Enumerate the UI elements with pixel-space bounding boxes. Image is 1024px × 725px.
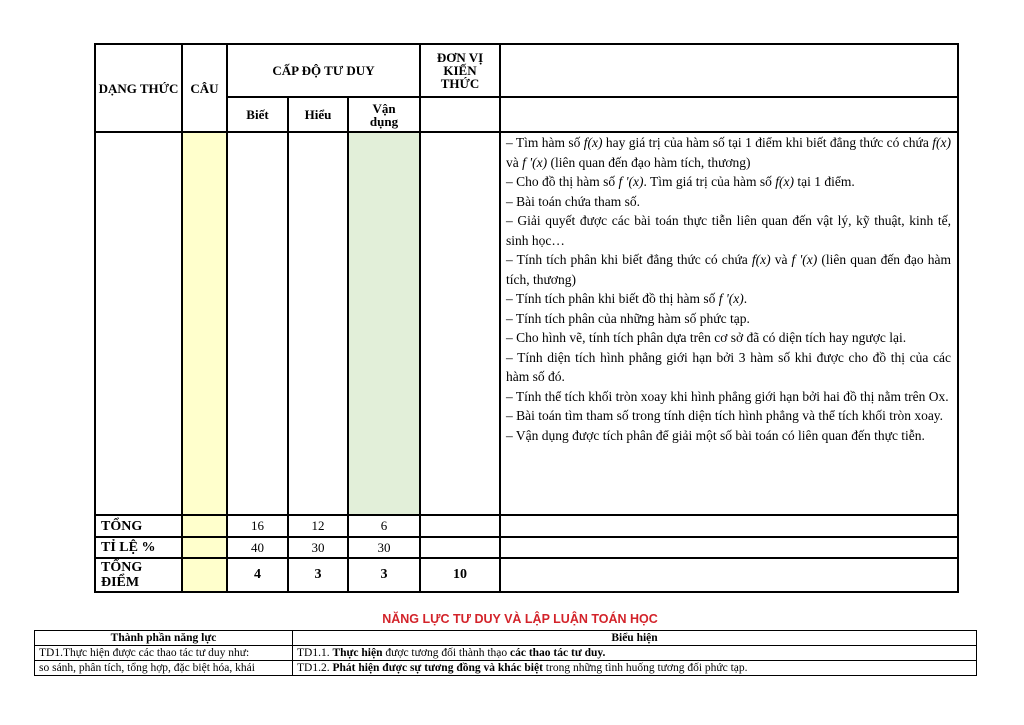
line-text: – Cho hình vẽ, tính tích phân dựa trên cơ sở đã có diện tích hay ngược lại. — [506, 330, 907, 345]
tong-biet: 16 — [227, 515, 288, 537]
tong-blank — [500, 515, 958, 537]
diem-cau — [182, 558, 227, 592]
line-text: – Tìm hàm số — [506, 135, 584, 150]
tile-biet: 40 — [227, 537, 288, 558]
hieu-cell — [288, 132, 348, 515]
dang-thuc-cell — [95, 132, 182, 515]
tile-blank — [500, 537, 958, 558]
line-text: – Cho đồ thị hàm số — [506, 174, 619, 189]
line-text: hay giá trị của hàm số tại 1 điểm khi biết đẳng thức có chứa — [602, 135, 933, 150]
line-text: – Giải quyết được các bài toán thực tiễn liên quan đến vật lý, kỹ thuật, kinh tế, sinh học… — [506, 213, 951, 248]
description-line — [506, 309, 951, 329]
tong-cau — [182, 515, 227, 537]
plain-text: trong những tình huống tương đối phức tạp. — [542, 662, 748, 674]
math-expr: f '(x) — [618, 174, 644, 189]
line-text: – Vận dụng được tích phân để giải một số bài toán có liên quan đến thực tiễn. — [506, 427, 925, 443]
line-text: – Tính tích phân của những hàm số phức tạp. — [506, 310, 750, 326]
description-line — [506, 406, 951, 426]
description-line — [506, 211, 951, 250]
line-text: tại 1 điểm. — [793, 174, 855, 189]
competency-row-2: so sánh, phân tích, tổng hợp, đặc biệt hóa, khái — [35, 661, 293, 676]
tong-don-vi — [420, 515, 500, 537]
math-expr: f(x) — [583, 135, 603, 150]
biet-cell — [227, 132, 288, 515]
diem-label: TỔNG ĐIỂM — [95, 558, 182, 592]
math-expr: f(x) — [775, 174, 794, 189]
plain-text: TD1.1. — [297, 647, 333, 659]
line-text: (liên quan đến đạo hàm tích, thương) — [506, 252, 952, 287]
expression-row-1 — [293, 646, 977, 661]
tile-don-vi — [420, 537, 500, 558]
expression-col-header: Biểu hiện — [293, 631, 977, 646]
line-text: (liên quan đến đạo hàm tích, thương) — [547, 154, 751, 170]
line-text: – Bài toán chứa tham số. — [506, 193, 641, 209]
van-dung-cell — [348, 132, 420, 515]
diem-van-dung: 3 — [348, 558, 420, 592]
competency-row-1: TD1.Thực hiện được các thao tác tư duy như: — [35, 646, 293, 661]
header-blank-2 — [420, 97, 500, 132]
line-text: . Tìm giá trị của hàm số — [643, 174, 776, 189]
description-line — [506, 328, 951, 348]
plain-text: TD1.2. — [297, 662, 333, 674]
diem-biet: 4 — [227, 558, 288, 592]
header-van-dung: Vận dụng — [348, 97, 420, 132]
line-text: – Tính diện tích hình phẳng giới hạn bởi 3 hàm số khi được cho đồ thị của các hàm số đó. — [506, 349, 951, 384]
competency-col-header: Thành phần năng lực — [35, 631, 293, 646]
line-text: – Tính tích phân khi biết đồ thị hàm số — [506, 291, 719, 306]
diem-blank — [500, 558, 958, 592]
description-line — [506, 348, 951, 387]
tile-label: TỈ LỆ % — [95, 537, 182, 558]
tong-label: TỔNG — [95, 515, 182, 537]
diem-hieu: 3 — [288, 558, 348, 592]
tile-hieu: 30 — [288, 537, 348, 558]
header-blank-3 — [500, 97, 958, 132]
tile-van-dung: 30 — [348, 537, 420, 558]
don-vi-cell — [420, 132, 500, 515]
description-line — [506, 192, 951, 212]
math-expr: f(x) — [751, 252, 771, 267]
header-cap-do: CẤP ĐỘ TƯ DUY — [227, 44, 420, 97]
line-text: – Tính thể tích khối tròn xoay khi hình phẳng giới hạn bởi hai đồ thị nằm trên Ox. — [506, 388, 949, 404]
tong-van-dung: 6 — [348, 515, 420, 537]
cau-cell — [182, 132, 227, 515]
math-expr: f '(x) — [522, 154, 548, 170]
header-blank — [500, 44, 958, 97]
emphasis-text: Thực hiện — [332, 647, 383, 659]
math-expr: f(x) — [932, 135, 951, 150]
line-text: . — [743, 291, 748, 306]
header-don-vi: ĐƠN VỊ KIẾN THỨC — [420, 44, 500, 97]
description-line — [506, 289, 951, 309]
matrix-table — [94, 43, 959, 593]
plain-text: được tương đối thành thạo — [382, 647, 510, 659]
line-text: – Bài toán tìm tham số trong tính diện tích hình phẳng và thể tích khối tròn xoay. — [506, 408, 944, 423]
emphasis-text: Phát hiện được sự tương đồng và khác biệt — [332, 662, 543, 674]
header-hieu: Hiểu — [288, 97, 348, 132]
description-cell — [500, 132, 958, 515]
diem-don-vi: 10 — [420, 558, 500, 592]
description-line — [506, 250, 951, 289]
tile-cau — [182, 537, 227, 558]
tong-hieu: 12 — [288, 515, 348, 537]
line-text: và — [770, 252, 792, 267]
header-biet: Biết — [227, 97, 288, 132]
line-text: – Tính tích phân khi biết đẳng thức có chứa — [506, 252, 752, 267]
expression-row-2 — [293, 661, 977, 676]
description-line — [506, 426, 951, 446]
emphasis-text: các thao tác tư duy. — [510, 647, 606, 659]
description-list — [506, 133, 951, 445]
description-line — [506, 387, 951, 407]
description-line — [506, 172, 951, 192]
header-cau: CÂU — [182, 44, 227, 132]
math-expr: f '(x) — [791, 252, 818, 267]
header-dang-thuc: DẠNG THỨC — [95, 44, 182, 132]
line-text: và — [506, 154, 523, 170]
section-title: NĂNG LỰC TƯ DUY VÀ LẬP LUẬN TOÁN HỌC — [382, 612, 658, 626]
description-line — [506, 133, 951, 172]
math-expr: f '(x) — [718, 291, 744, 306]
competency-table — [34, 630, 977, 676]
